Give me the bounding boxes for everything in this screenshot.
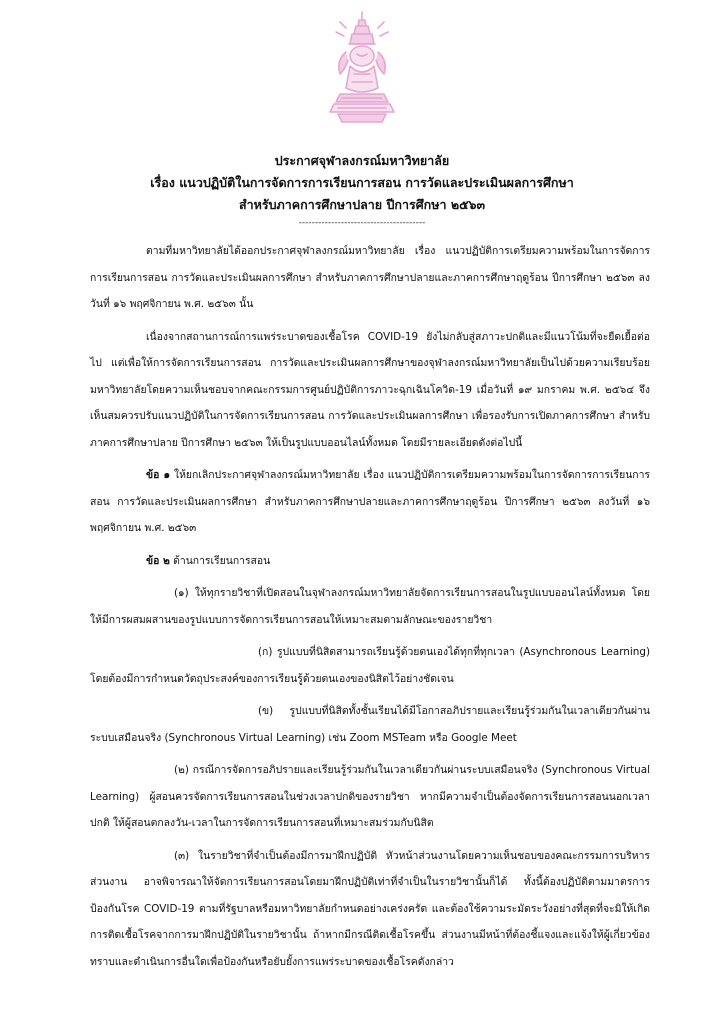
header-subject: เรื่อง แนวปฏิบัติในการจัดการการเรียนการสอน การวัดและประเมินผลการศึกษา (150, 175, 574, 190)
document-body (90, 238, 650, 981)
clause-1-label: ข้อ ๑ (146, 469, 171, 481)
header-divider: --------------------------------------- (298, 218, 426, 228)
paragraph-reason: เนื่องจากสถานการณ์การแพร่ระบาดของเชื้อโรค COVID-19 ยังไม่กลับสู่สภาวะปกติและมีแนวโน้มที่จะยืดเยื้อต่อไป แต่เพื่อให้การจัดการเรียนการสอน การวัดและประเมินผลการศึกษาของจุฬาลงกรณ์มหาวิทยาลัยเป็นไปด้วยความเรียบร้อย มหาวิทยาลัยโดยความเห็นชอบจากคณะกรรมการศูนย์ปฏิบัติการภาวะฉุกเฉินโควิด-19 เมื่อวันที่ ๑๙ มกราคม พ.ศ. ๒๕๖๔ จึงเห็นสมควรปรับแนวปฏิบัติในการจัดการเรียนการสอน การวัดและประเมินผลการศึกษา เพื่อรองรับการเปิดภาคการศึกษา สำหรับภาคการศึกษาปลาย ปีการศึกษา ๒๕๖๓ ให้เป็นรูปแบบออนไลน์ทั้งหมด โดยมีรายละเอียดดังต่อไปนี้ (90, 330, 650, 449)
clause-1-text: ให้ยกเลิกประกาศจุฬาลงกรณ์มหาวิทยาลัย เรื่อง แนวปฏิบัติการเตรียมความพร้อมในการจัดการการเรียนการสอน การวัดและประเมินผลการศึกษา สำหรับภาคการศึกษาปลายและภาคการศึกษาฤดูร้อน ปีการศึกษา ๒๕๖๓ ลงวันที่ ๑๖ พฤศจิกายน พ.ศ. ๒๕๖๓ (90, 469, 650, 534)
paragraph-intro: ตามที่มหาวิทยาลัยได้ออกประกาศจุฬาลงกรณ์มหาวิทยาลัย เรื่อง แนวปฏิบัติการเตรียมความพร้อมในการจัดการการเรียนการสอน การวัดและประเมินผลการศึกษา สำหรับภาคการศึกษาปลายและภาคการศึกษาฤดูร้อน ปีการศึกษา ๒๕๖๓ ลงวันที่ ๑๖ พฤศจิกายน พ.ศ. ๒๕๖๓ นั้น (90, 245, 650, 310)
header-title: ประกาศจุฬาลงกรณ์มหาวิทยาลัย (274, 153, 450, 168)
header-term: สำหรับภาคการศึกษาปลาย ปีการศึกษา ๒๕๖๓ (238, 197, 486, 212)
clause-2 (90, 548, 650, 575)
document-header (60, 150, 664, 230)
clause-2-label: ข้อ ๒ (146, 554, 170, 567)
clause-2-text: ด้านการเรียนการสอน (169, 554, 271, 567)
sub-clause-1: (๑) ให้ทุกรายวิชาที่เปิดสอนในจุฬาลงกรณ์มหาวิทยาลัยจัดการเรียนการสอนในรูปแบบออนไลน์ทั้งหมด โดยให้มีการผสมผสานของรูปแบบการจัดการเรียนการสอนให้เหมาะสมตามลักษณะของรายวิชา (90, 587, 650, 626)
sub-clause-2: (๒) กรณีการจัดการอภิปรายและเรียนรู้ร่วมกันในเวลาเดียวกันผ่านระบบเสมือนจริง (Synchronous Virtual Learning) ผู้สอนควรจัดการเรียนการสอนในช่วงเวลาปกติของรายวิชา หากมีความจำเป็นต้องจัดการเรียนการสอนนอกเวลาปกติ ให้ผู้สอนตกลงวัน-เวลาในการจัดการเรียนการสอนที่เหมาะสมร่วมกับนิสิต (90, 764, 650, 829)
university-emblem-icon (316, 8, 408, 126)
sub-clause-1a: (ก) รูปแบบที่นิสิตสามารถเรียนรู้ด้วยตนเองได้ทุกที่ทุกเวลา (Asynchronous Learning) โดยต้องมีการกำหนดวัตถุประสงค์ของการเรียนรู้ด้วยตนเองของนิสิตไว้อย่างชัดเจน (90, 646, 650, 685)
sub-clause-1b: (ข) รูปแบบที่นิสิตทั้งชั้นเรียนได้มีโอกาสอภิปรายและเรียนรู้ร่วมกันในเวลาเดียวกันผ่านระบบเสมือนจริง (Synchronous Virtual Learning) เช่น Zoom MSTeam หรือ Google Meet (90, 705, 650, 744)
sub-clause-3: (๓) ในรายวิชาที่จำเป็นต้องมีการมาฝึกปฏิบัติ หัวหน้าส่วนงานโดยความเห็นชอบของคณะกรรมการบริหารส่วนงาน อาจพิจารณาให้จัดการเรียนการสอนโดยมาฝึกปฏิบัติเท่าที่จำเป็นในรายวิชานั้นก็ได้ ทั้งนี้ต้องปฏิบัติตามมาตรการป้องกันโรค COVID-19 ตามที่รัฐบาลหรือมหาวิทยาลัยกำหนดอย่างเคร่งครัด และต้องใช้ความระมัดระวังอย่างที่สุดที่จะมิให้เกิดการติดเชื้อโรคจากการมาฝึกปฏิบัติในรายวิชานั้น ถ้าหากมีกรณีติดเชื้อโรคขึ้น ส่วนงานมีหน้าที่ต้องชี้แจงและแจ้งให้ผู้เกี่ยวข้องทราบและดำเนินการอื่นใดเพื่อป้องกันหรือยับยั้งการแพร่ระบาดของเชื้อโรคดังกล่าว (90, 849, 650, 968)
clause-1 (90, 462, 650, 542)
